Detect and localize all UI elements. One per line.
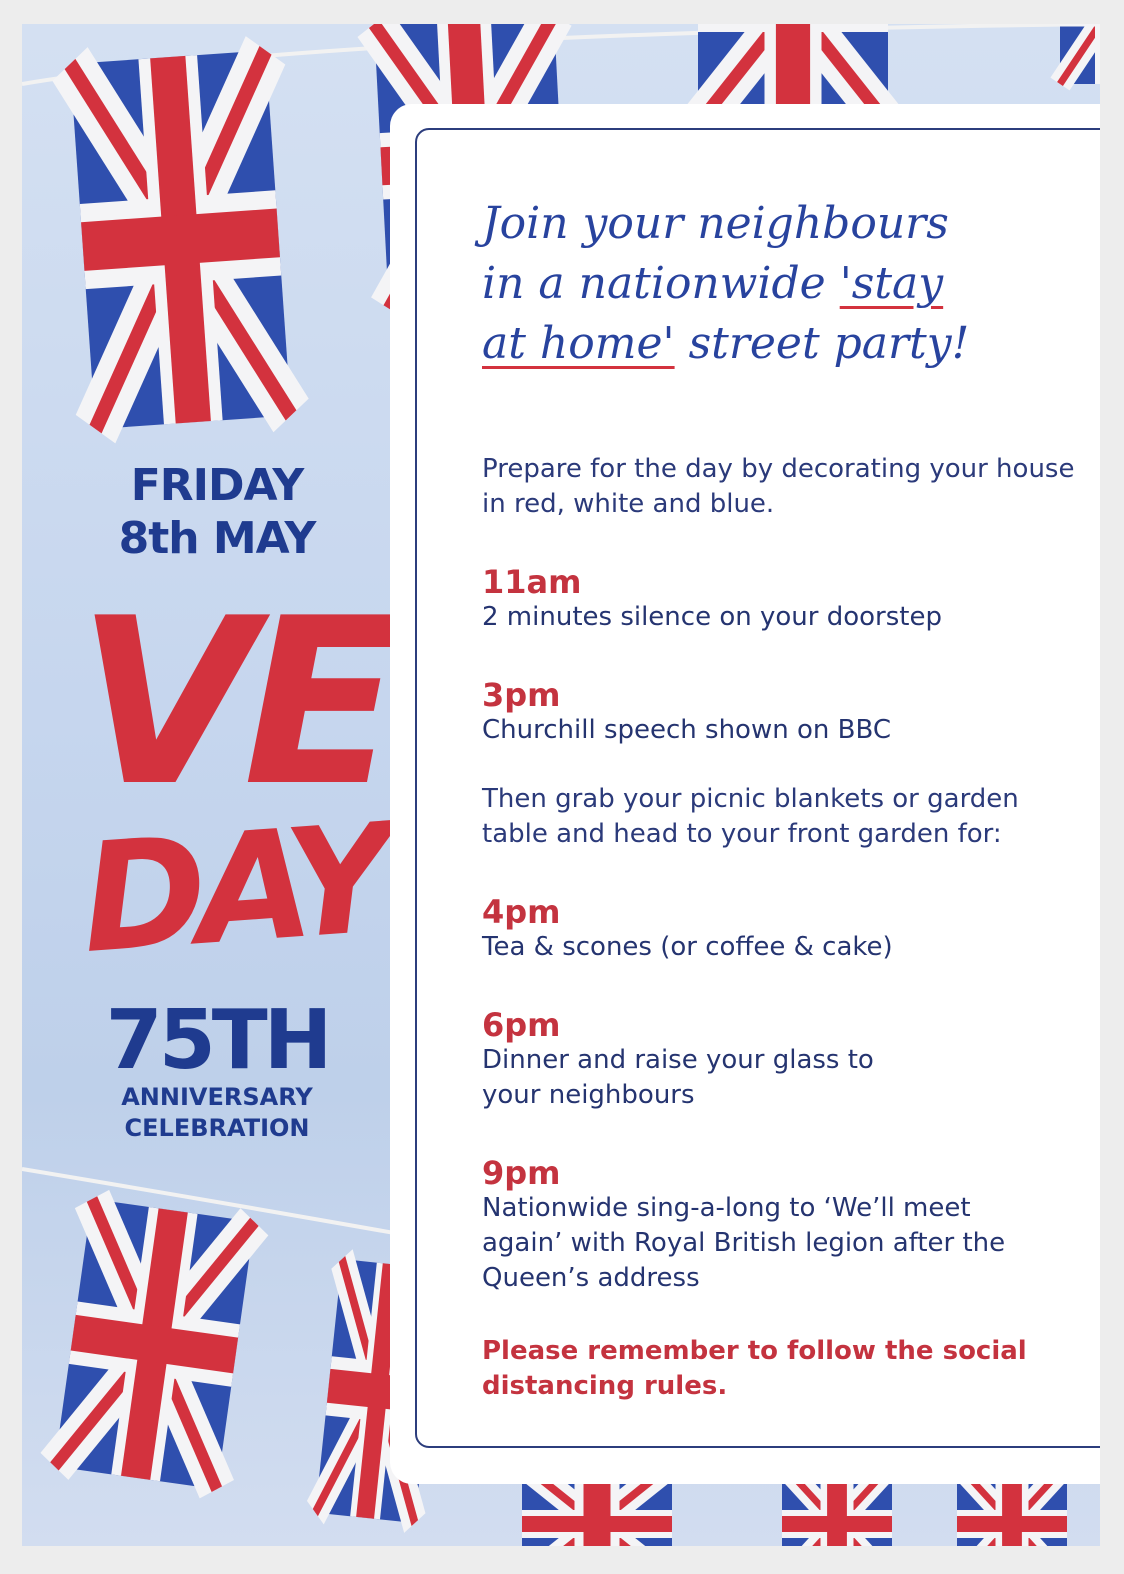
headline-stay: 'stay <box>839 258 944 309</box>
union-flag-bottom-left <box>54 1199 254 1489</box>
event-desc-11am: 2 minutes silence on your doorstep <box>482 602 942 632</box>
union-flag-top-left <box>70 50 291 429</box>
date-day-month: 8th MAY <box>118 512 316 564</box>
event-time-6pm: 6pm <box>482 1006 561 1044</box>
event-desc-9pm: Nationwide sing-a-long to ‘We’ll meet again’ with Royal British legion after the Queen’s address <box>482 1193 1006 1293</box>
event-desc-4pm: Tea & scones (or coffee & cake) <box>482 932 893 962</box>
headline-line3-b: street party! <box>674 318 970 369</box>
title-ve: VE <box>77 570 389 837</box>
headline-line2 <box>482 254 1042 314</box>
title-day: DAY <box>76 792 390 987</box>
event-time-3pm: 3pm <box>482 676 561 714</box>
anniversary-line2: CELEBRATION <box>124 1114 310 1143</box>
date-day: FRIDAY <box>130 460 304 511</box>
event-time-11am: 11am <box>482 563 582 601</box>
headline-at-home: at home' <box>482 318 675 369</box>
event-time-9pm: 9pm <box>482 1154 561 1192</box>
headline-line2-a: in a nationwide <box>482 258 840 309</box>
poster <box>22 24 1100 1546</box>
social-distancing-reminder: Please remember to follow the social distancing rules. <box>482 1336 1027 1401</box>
event-desc-6pm: Dinner and raise your glass to your neighbours <box>482 1045 874 1110</box>
event-time-4pm: 4pm <box>482 893 561 931</box>
middle-note: Then grab your picnic blankets or garden table and head to your front garden for: <box>482 784 1019 849</box>
intro-text: Prepare for the day by decorating your house in red, white and blue. <box>482 454 1075 519</box>
event-desc-3pm: Churchill speech shown on BBC <box>482 715 891 745</box>
union-flag-top-3 <box>1060 24 1100 84</box>
anniversary-block <box>52 993 382 1144</box>
anniversary-number: 75TH <box>105 993 329 1088</box>
headline <box>482 194 1042 374</box>
headline-line3 <box>482 314 1042 374</box>
event-date <box>52 460 382 566</box>
schedule <box>482 452 1082 1404</box>
headline-line1: Join your neighbours <box>482 198 949 249</box>
anniversary-line1: ANNIVERSARY <box>121 1083 313 1111</box>
